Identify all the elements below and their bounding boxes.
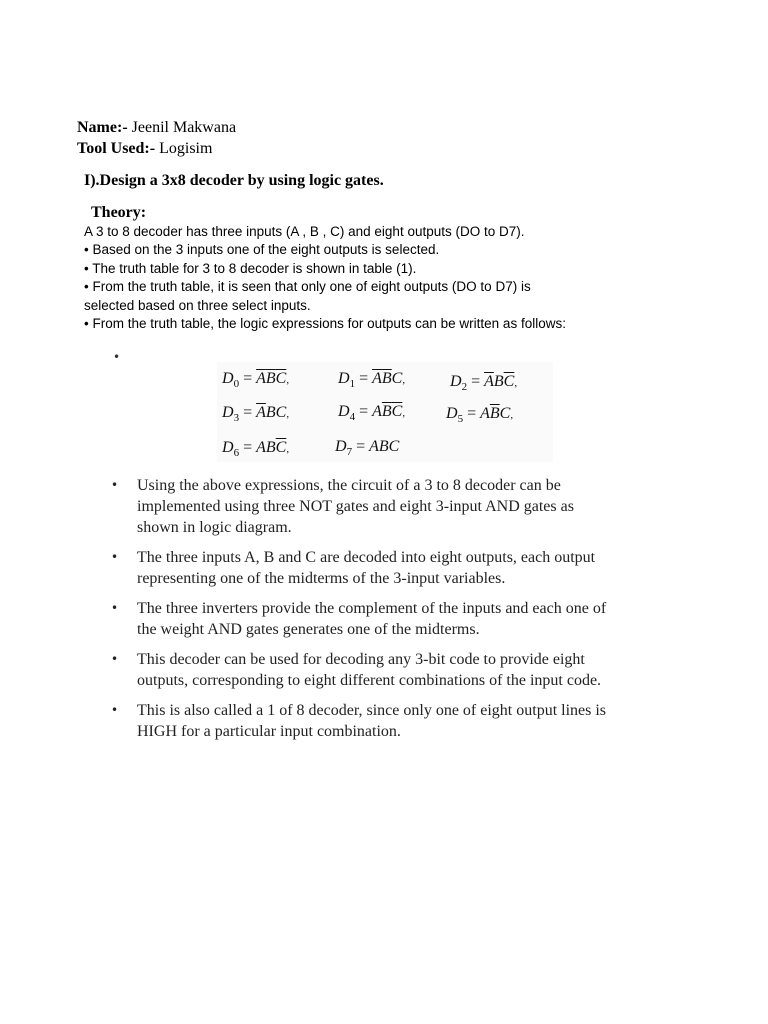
equation-d1: $D_1 = \overline{A}\overline{B}C$,	[338, 370, 406, 390]
tool-label: Tool Used:-	[77, 140, 156, 157]
bullet-icon: •	[111, 652, 119, 666]
tool-value: Logisim	[155, 140, 213, 157]
bullet-icon: •	[111, 601, 119, 615]
list-item-text: Using the above expressions, the circuit of a 3 to 8 decoder can be implemented using three NOT gates and eight 3-input AND gates as shown in logic diagram.	[137, 477, 574, 536]
intro-line: selected based on three select inputs.	[84, 297, 311, 313]
theory-heading: Theory:	[91, 204, 147, 221]
tool-line	[77, 140, 212, 158]
intro-text	[84, 223, 604, 333]
equation-d3: $D_3 = \overline{A}BC$,	[222, 404, 290, 424]
list-item-text: This decoder can be used for decoding any 3-bit code to provide eight outputs, corresponding to eight different combinations of the input code.	[137, 651, 602, 689]
bullet-icon: •	[111, 550, 119, 564]
list-item-text: The three inputs A, B and C are decoded into eight outputs, each output representing one of the midterms of the 3-input variables.	[137, 549, 596, 587]
author-line	[77, 119, 236, 137]
list-item	[111, 475, 671, 538]
equation-d7: $D_7$ = ABC	[335, 438, 400, 458]
list-item	[111, 547, 671, 589]
equation-d2: $D_2 = \overline{A}B\overline{C}$,	[450, 373, 518, 393]
list-item	[111, 700, 671, 742]
name-value: Jeenil Makwana	[127, 119, 237, 136]
equation-d5: $D_5 = A\overline{B}C$,	[446, 405, 514, 425]
list-item-text: The three inverters provide the complement of the inputs and each one of the weight AND gates generates one of the midterms.	[137, 600, 607, 638]
equation-d4: $D_4 = A\overline{B}\overline{C}$,	[338, 403, 406, 423]
section-title: I).Design a 3x8 decoder by using logic gates.	[84, 172, 384, 189]
list-item	[111, 598, 671, 640]
empty-bullet: •	[113, 350, 121, 364]
equation-d6: $D_6 = AB\overline{C}$,	[222, 439, 290, 459]
intro-line: • The truth table for 3 to 8 decoder is shown in table (1).	[84, 260, 417, 276]
list-item-text: This is also called a 1 of 8 decoder, since only one of eight output lines is HIGH for a particular input combination.	[137, 702, 607, 740]
intro-line: A 3 to 8 decoder has three inputs (A , B , C) and eight outputs (DO to D7).	[84, 224, 525, 239]
intro-line: • Based on the 3 inputs one of the eight outputs is selected.	[84, 242, 440, 258]
bullet-icon: •	[111, 478, 119, 492]
list-item	[111, 649, 671, 691]
intro-line: • From the truth table, it is seen that only one of eight outputs (DO to D7) is	[84, 279, 531, 295]
equation-d0: $D_0 = \overline{A}\overline{B}\overline{C}$,	[222, 370, 290, 390]
name-label: Name:-	[77, 119, 128, 136]
intro-line: • From the truth table, the logic expressions for outputs can be written as follows:	[84, 316, 566, 332]
explanation-list	[111, 475, 671, 751]
bullet-icon: •	[111, 703, 119, 717]
